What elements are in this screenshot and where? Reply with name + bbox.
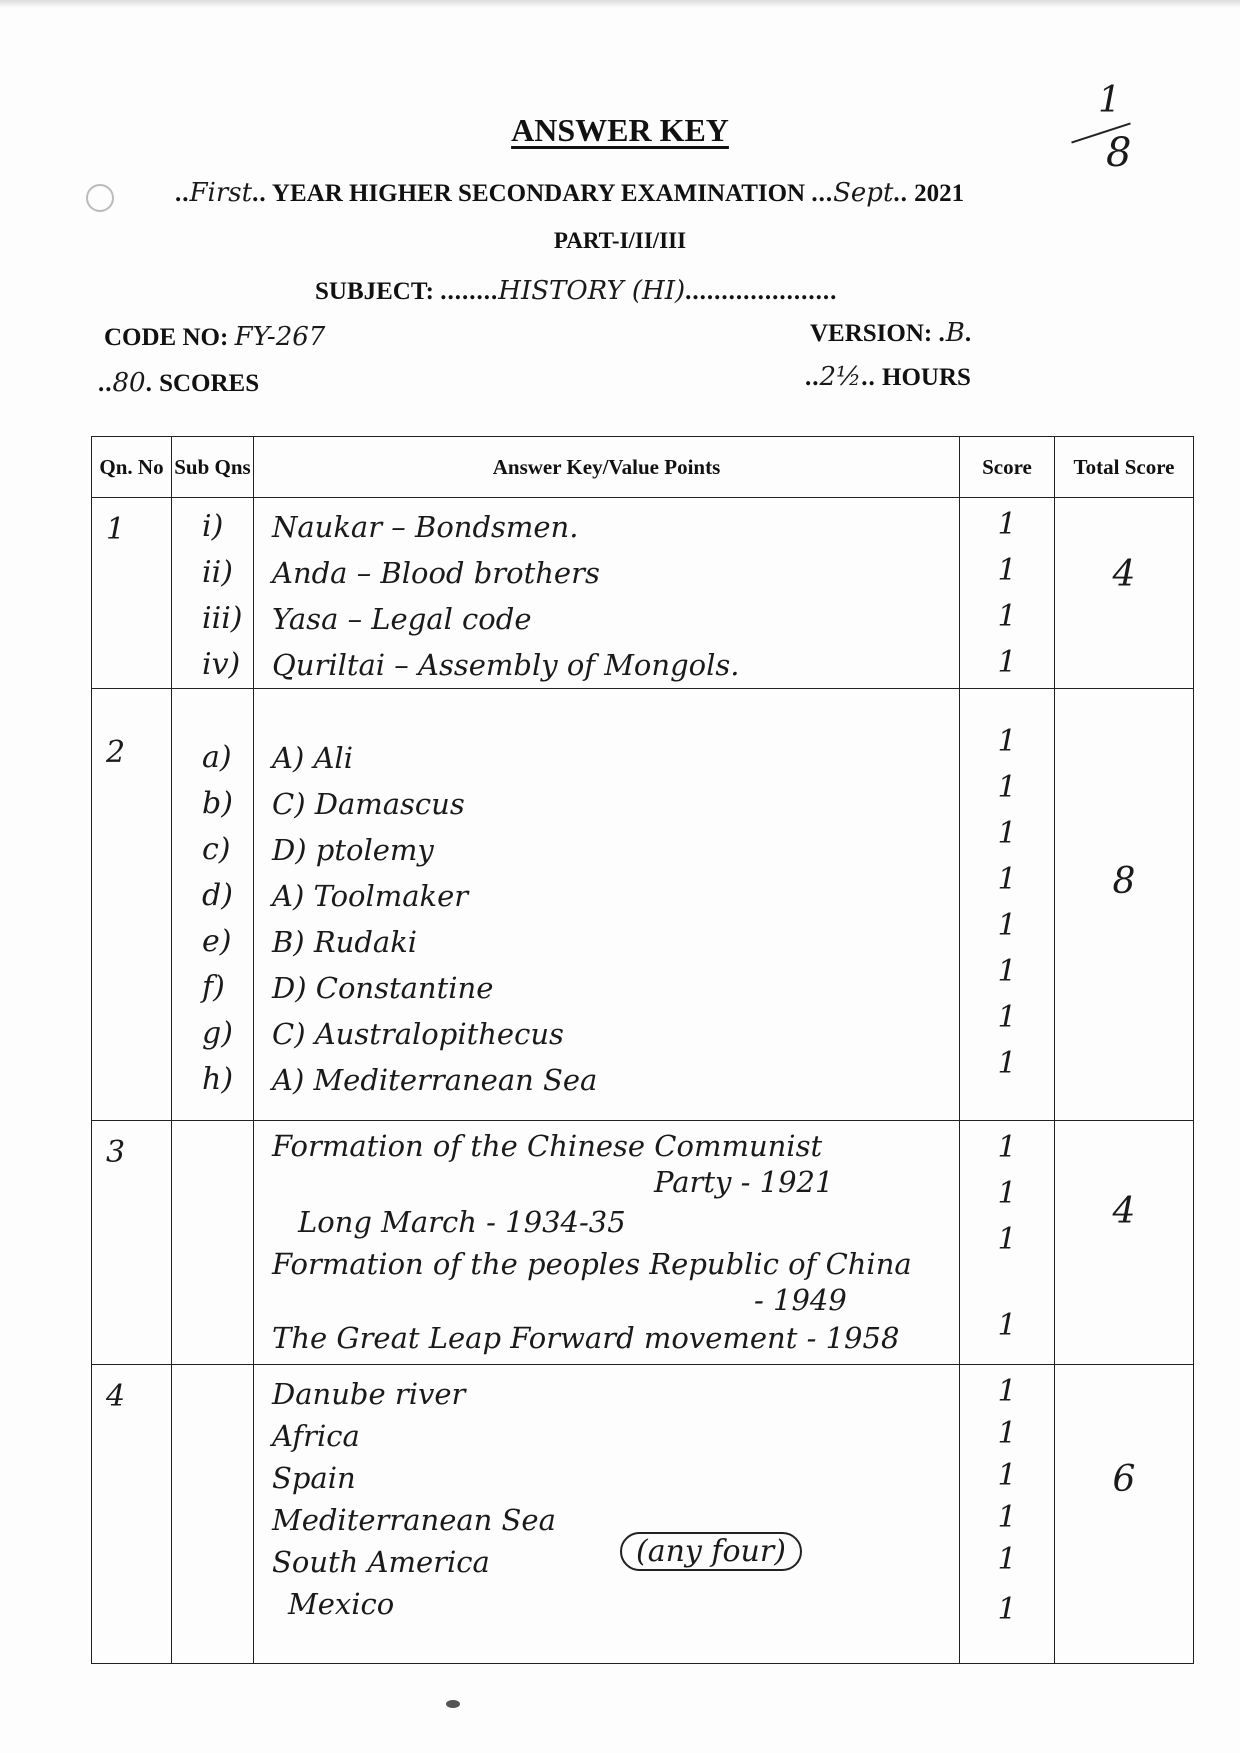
total-score: 4 xyxy=(1112,554,1136,595)
score-value: 1 xyxy=(997,1176,1017,1211)
score-value: 1 xyxy=(997,1374,1017,1409)
sub-question: f) xyxy=(202,970,225,1005)
scores-line: ..80. SCORES xyxy=(98,368,260,398)
total-score: 8 xyxy=(1112,861,1136,902)
score-value: 1 xyxy=(997,770,1017,805)
punch-hole xyxy=(86,184,114,212)
table-header-row xyxy=(92,437,1194,498)
total-score: 6 xyxy=(1112,1459,1136,1500)
scores-value: 80 xyxy=(112,368,146,398)
header-qn-no: Qn. No xyxy=(92,437,172,498)
score-value: 1 xyxy=(997,645,1017,680)
score-value: 1 xyxy=(997,1458,1017,1493)
page-title: ANSWER KEY xyxy=(511,112,729,148)
question-number: 1 xyxy=(106,512,126,547)
score-value: 1 xyxy=(997,862,1017,897)
subject-label: SUBJECT: xyxy=(315,278,435,305)
page-number: 1 xyxy=(1098,80,1121,121)
answer-point: - 1949 xyxy=(754,1283,847,1317)
answer-point: C) Australopithecus xyxy=(272,1017,564,1051)
table-row xyxy=(92,689,1194,1121)
score-value: 1 xyxy=(997,908,1017,943)
exam-line: ..First.. YEAR HIGHER SECONDARY EXAMINATION ...Sept.. 2021 xyxy=(175,178,965,208)
answer-point: Long March - 1934-35 xyxy=(298,1205,626,1239)
question-number: 3 xyxy=(106,1135,126,1170)
answer-key-table xyxy=(91,436,1194,1664)
header-answer: Answer Key/Value Points xyxy=(254,437,960,498)
subject-line: SUBJECT: ........HISTORY (HI)..................... xyxy=(315,276,838,306)
header-sub-qns: Sub Qns xyxy=(172,437,254,498)
sub-question: c) xyxy=(202,832,231,867)
score-value: 1 xyxy=(997,724,1017,759)
page-total: 8 xyxy=(1106,130,1132,176)
ink-mark xyxy=(446,1700,460,1708)
table-row xyxy=(92,498,1194,689)
sub-question: a) xyxy=(202,740,232,775)
month-fill: Sept xyxy=(833,178,894,208)
score-value: 1 xyxy=(997,1592,1017,1627)
answer-point: Spain xyxy=(272,1461,356,1495)
answer-point: The Great Leap Forward movement - 1958 xyxy=(272,1321,900,1355)
code-value: FY-267 xyxy=(234,322,326,352)
answer-point: Africa xyxy=(272,1419,360,1453)
version-label: VERSION: xyxy=(810,320,933,347)
subject-value: HISTORY (HI) xyxy=(498,276,686,306)
sub-question: e) xyxy=(202,924,232,959)
answer-point: D) Constantine xyxy=(272,971,494,1005)
answer-point: A) Toolmaker xyxy=(272,879,469,913)
table-row xyxy=(92,1121,1194,1365)
score-value: 1 xyxy=(997,1222,1017,1257)
score-value: 1 xyxy=(997,599,1017,634)
answer-point: B) Rudaki xyxy=(272,925,418,959)
hours-line: ..2½.. HOURS xyxy=(805,362,971,392)
version-line: VERSION: .B. xyxy=(810,318,973,348)
score-value: 1 xyxy=(997,1000,1017,1035)
part-line: PART-I/II/III xyxy=(553,228,687,253)
score-value: 1 xyxy=(997,507,1017,542)
sub-question: d) xyxy=(202,878,233,913)
table-row xyxy=(92,1365,1194,1664)
hours-label: HOURS xyxy=(882,364,971,391)
answer-point: Formation of the peoples Republic of China xyxy=(272,1247,912,1281)
score-value: 1 xyxy=(997,1416,1017,1451)
total-score: 4 xyxy=(1112,1191,1136,1232)
sub-question: iii) xyxy=(202,601,243,636)
sub-question: i) xyxy=(202,509,224,544)
answer-point: A) Mediterranean Sea xyxy=(272,1063,598,1097)
header-score: Score xyxy=(960,437,1055,498)
score-value: 1 xyxy=(997,1046,1017,1081)
question-number: 4 xyxy=(106,1379,126,1414)
answer-point: South America xyxy=(272,1545,490,1579)
score-value: 1 xyxy=(997,954,1017,989)
score-value: 1 xyxy=(997,1308,1017,1343)
answer-point: Party - 1921 xyxy=(654,1165,834,1199)
score-value: 1 xyxy=(997,1500,1017,1535)
header-total-score: Total Score xyxy=(1055,437,1194,498)
sub-question: iv) xyxy=(202,647,241,682)
answer-point: C) Damascus xyxy=(272,787,465,821)
sub-question: b) xyxy=(202,786,233,821)
answer-point: D) ptolemy xyxy=(272,833,434,867)
exam-year: 2021 xyxy=(914,180,965,207)
answer-point: Mediterranean Sea xyxy=(272,1503,556,1537)
answer-point: Mexico xyxy=(288,1587,395,1621)
score-value: 1 xyxy=(997,816,1017,851)
year-fill: First xyxy=(189,178,253,208)
version-value: B xyxy=(945,318,965,348)
sub-question: h) xyxy=(202,1062,234,1097)
question-number: 2 xyxy=(106,735,126,770)
sub-question: g) xyxy=(202,1016,233,1051)
answer-point: Yasa – Legal code xyxy=(272,602,532,636)
code-label: CODE NO: xyxy=(104,324,229,351)
any-four-note: (any four) xyxy=(620,1532,802,1571)
hours-value: 2½ xyxy=(819,362,862,392)
answer-point: Naukar – Bondsmen. xyxy=(272,510,579,544)
answer-point: Formation of the Chinese Communist xyxy=(272,1129,823,1163)
score-value: 1 xyxy=(997,1542,1017,1577)
score-value: 1 xyxy=(997,1130,1017,1165)
exam-text: YEAR HIGHER SECONDARY EXAMINATION xyxy=(271,180,806,207)
page-top-edge xyxy=(0,0,1240,8)
sub-question: ii) xyxy=(202,555,233,590)
answer-point: Anda – Blood brothers xyxy=(272,556,600,590)
scores-label: SCORES xyxy=(159,370,260,397)
code-line xyxy=(104,322,325,352)
answer-point: Quriltai – Assembly of Mongols. xyxy=(272,648,740,682)
score-value: 1 xyxy=(997,553,1017,588)
answer-point: A) Ali xyxy=(272,741,353,775)
answer-point: Danube river xyxy=(272,1377,466,1411)
